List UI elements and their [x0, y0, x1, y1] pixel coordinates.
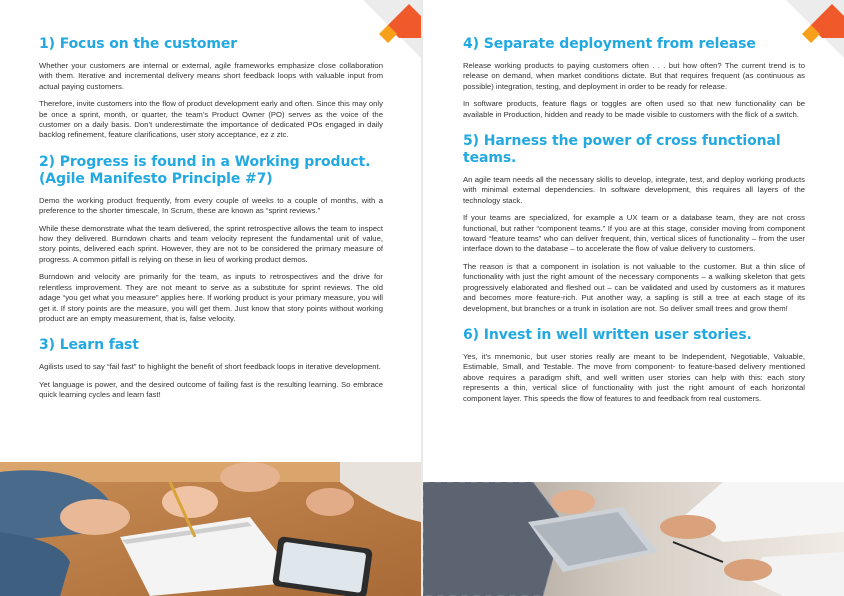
section-heading: 3) Learn fast	[39, 337, 139, 354]
section-heading: 4) Separate deployment from release	[463, 36, 756, 52]
paragraph: While these demonstrate what the team delivered, the sprint retrospective allows the team to inspect how they delivered. Burndown charts and team velocity represent the fundamental unit of value, story points, delivered each sprint. However, they are not to be considered the primary measure of progress. A common pitfall is relying on these in lieu of working product demos.	[39, 223, 383, 264]
paragraph: Yes, it’s mnemonic, but user stories really are meant to be Independent, Negotiable, Valuable, Estimable, Small, and Testable. The move from component- to feature-based delivery mentioned above requires a paradigm shift, and well written user stories can help with this: each story represents a thin, vertical slice of functionality with just the right amount of each horizontal component layer. This speeds the flow of features to and feedback from real customers.	[463, 351, 805, 403]
left-page-content	[39, 36, 383, 414]
section-learn-fast	[39, 337, 383, 400]
paragraph: Demo the working product frequently, from every couple of weeks to a couple of months, with a preference to the shorter timescale, In Scrum, these are known as “sprint reviews.”	[39, 195, 383, 216]
paragraph: The reason is that a component in isolation is not valuable to the customer. But a thin slice of functionality with just the right amount of the necessary components – a walking skeleton that gets progressively elaborated and fleshed out – can be validated and used by customers as it matures and becomes more feature-rich. Put another way, a sapling is still a tree at each stage of its development, but branches or a trunk in isolation are not. So deliver small trees and grow them!	[463, 261, 805, 313]
hands-discussion-photo	[423, 482, 844, 596]
hands-writing-notebook-photo	[0, 462, 421, 596]
section-focus-customer	[39, 36, 383, 141]
section-progress-working-product	[39, 154, 383, 324]
section-separate-deployment	[463, 36, 805, 120]
section-heading: 1) Focus on the customer	[39, 36, 238, 52]
paragraph: Yet language is power, and the desired outcome of failing fast is the resulting learning. So embrace quick learning cycles and learn fast!	[39, 379, 383, 400]
paragraph: Therefore, invite customers into the flow of product development early and often. Since this may only be once a sprint, month, or quarter, the team’s Product Owner (PO) serves as the voice of the customer on a daily basis. Don’t underestimate the importance of dedicated POs engaged in daily backlog refinement, feature clarifications, user story acceptance, ez z ztc.	[39, 99, 383, 140]
right-page-content	[463, 36, 805, 417]
paragraph: Agilists used to say “fail fast” to highlight the benefit of short feedback loops in iterative development.	[39, 362, 381, 372]
section-heading: 2) Progress is found in a Working product. (Agile Manifesto Principle #7)	[39, 153, 371, 187]
paragraph: Burndown and velocity are primarily for the team, as inputs to retrospectives and the drive for relentless improvement. They are not meant to serve as a substitute for sprint reviews. The old adage “you get what you measure” applies here. If working product is your primary measure, you will get it. If story points are the measure, you will get them. Just know that story points without working product are an empty measurement, that is, false velocity.	[39, 272, 383, 323]
paragraph: Release working products to paying customers often . . . but how often? The current trend is to release on demand, when market conditions dictate. But that requires frequent (as continuous as possible) integration, testing, and deployment in order to be ready for release.	[463, 61, 805, 91]
right-page	[423, 0, 844, 596]
paragraph: In software products, feature flags or toggles are often used so that new functionality can be available in Production, hidden and ready to be made visible to customers with the flick of a switch.	[463, 99, 805, 119]
section-user-stories	[463, 327, 805, 404]
section-heading: 5) Harness the power of cross functional teams.	[463, 133, 781, 167]
section-heading: 6) Invest in well written user stories.	[463, 326, 752, 343]
paragraph: An agile team needs all the necessary skills to develop, integrate, test, and deploy working products with minimal external dependencies. In software development, this requires all layers of the technology stack.	[463, 175, 805, 205]
paragraph: If your teams are specialized, for example a UX team or a database team, they are not cross functional, but rather “component teams.” If you are at this stage, consider moving from component toward “feature teams” who can deliver frequent, thin, vertical slices of functionality – from the user interface down to the database – to accelerate the flow of value delivery to customers.	[463, 213, 805, 254]
section-cross-functional-teams	[463, 133, 805, 314]
left-page	[0, 0, 421, 596]
paragraph: Whether your customers are internal or external, agile frameworks emphasize close collaboration with them. Iterative and incremental delivery means short feedback loops with valuable input from actual paying customers.	[39, 61, 383, 91]
